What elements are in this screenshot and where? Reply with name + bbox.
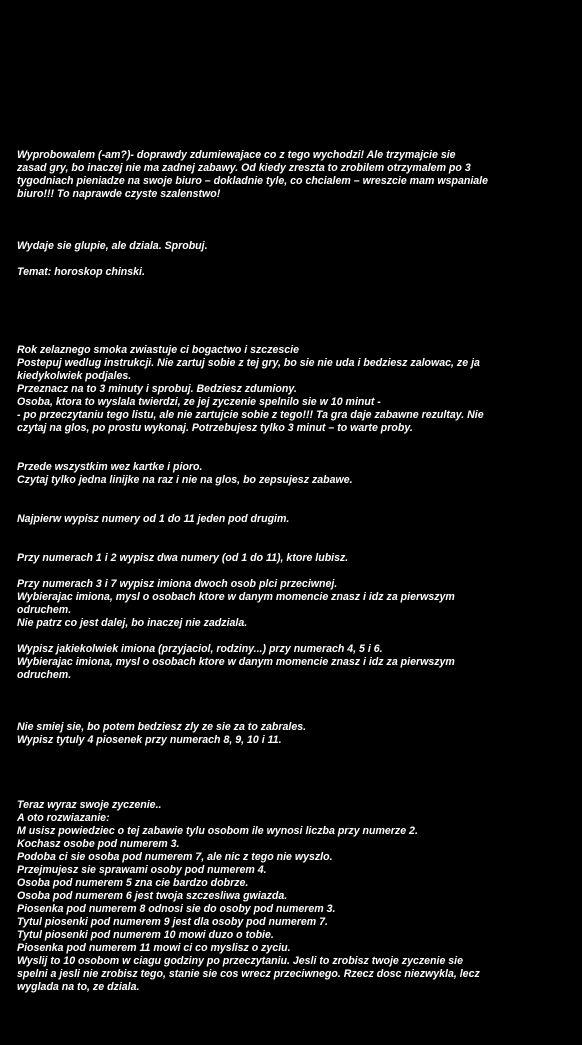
text-line: Nie smiej sie, bo potem bedziesz zly ze sie za to zabrales.	[17, 721, 307, 733]
text-line: Wyslij to 10 osobom w ciagu godziny po przeczytaniu. Jesli to zrobisz twoje zyczenie sie	[17, 955, 464, 967]
text-line: tygodniach pieniadze na swoje biuro – dokladnie tyle, co chcialem – wreszcie mam wspaniale	[17, 175, 488, 187]
text-line: Przy numerach 3 i 7 wypisz imiona dwoch osob plci przeciwnej.	[17, 578, 338, 590]
text-line: Osoba, ktora to wyslala twierdzi, ze jej zyczenie spelnilo sie w 10 minut -	[17, 396, 381, 408]
text-line: Temat: horoskop chinski.	[17, 266, 145, 278]
paragraph	[17, 344, 535, 435]
text-line: Kochasz osobe pod numerem 3.	[17, 838, 180, 850]
text-line: Postepuj wedlug instrukcji. Nie zartuj sobie z tej gry, bo sie nie uda i bedziesz zalowac, ze ja	[17, 357, 480, 369]
text-line: M usisz powiedziec o tej zabawie tylu osobom ile wynosi liczba przy numerze 2.	[17, 825, 418, 837]
text-line: Wypisz jakiekolwiek imiona (przyjaciol, rodziny...) przy numerach 4, 5 i 6.	[17, 643, 383, 655]
text-line: Przeznacz na to 3 minuty i sprobuj. Bedziesz zdumiony.	[17, 383, 297, 395]
text-line: Czytaj tylko jedna linijke na raz i nie na glos, bo zepsujesz zabawe.	[17, 474, 353, 486]
text-line: Przejmujesz sie sprawami osoby pod numerem 4.	[17, 864, 267, 876]
paragraph	[17, 552, 535, 565]
text-line: odruchem.	[17, 669, 72, 681]
paragraph	[17, 643, 535, 682]
text-line: wyglada na to, ze dziala.	[17, 981, 140, 993]
text-line: Podoba ci sie osoba pod numerem 7, ale nic z tego nie wyszlo.	[17, 851, 333, 863]
text-line: Teraz wyraz swoje zyczenie..	[17, 799, 162, 811]
paragraph	[17, 266, 535, 279]
text-line: spelni a jesli nie zrobisz tego, stanie sie cos wrecz przeciwnego. Rzecz dosc niezwykla, lecz	[17, 968, 480, 980]
text-line: Wyprobowalem (-am?)- doprawdy zdumiewajace co z tego wychodzi! Ale trzymajcie sie	[17, 149, 456, 161]
text-line: Wybierajac imiona, mysl o osobach ktore w danym momencie znasz i idz za pierwszym	[17, 656, 455, 668]
text-line: biuro!!! To naprawde czyste szalenstwo!	[17, 188, 221, 200]
text-line: kiedykolwiek podjales.	[17, 370, 132, 382]
paragraph	[17, 240, 535, 253]
text-line: - po przeczytaniu tego listu, ale nie zartujcie sobie z tego!!! Ta gra daje zabawne rezultay. Nie	[17, 409, 484, 421]
text-line: Nie patrz co jest dalej, bo inaczej nie zadziala.	[17, 617, 248, 629]
text-line: Wybierajac imiona, mysl o osobach ktore w danym momencie znasz i idz za pierwszym	[17, 591, 455, 603]
text-line: Najpierw wypisz numery od 1 do 11 jeden pod drugim.	[17, 513, 290, 525]
text-line: A oto rozwiazanie:	[17, 812, 110, 824]
text-line: czytaj na glos, po prostu wykonaj. Potrzebujesz tylko 3 minut – to warte proby.	[17, 422, 413, 434]
text-line: Przy numerach 1 i 2 wypisz dwa numery (od 1 do 11), ktore lubisz.	[17, 552, 349, 564]
paragraph	[17, 461, 535, 487]
text-line: Osoba pod numerem 6 jest twoja szczesliwa gwiazda.	[17, 890, 288, 902]
text-line: zasad gry, bo inaczej nie ma zadnej zabawy. Od kiedy zreszta to zrobilem otrzymalem po 3	[17, 162, 471, 174]
text-line: Tytul piosenki pod numerem 9 jest dla osoby pod numerem 7.	[17, 916, 329, 928]
text-line: Tytul piosenki pod numerem 10 mowi duzo o tobie.	[17, 929, 274, 941]
paragraph	[17, 799, 535, 994]
text-line: Rok zelaznego smoka zwiastuje ci bogactwo i szczescie	[17, 344, 300, 356]
text-line: Piosenka pod numerem 8 odnosi sie do osoby pod numerem 3.	[17, 903, 336, 915]
paragraph	[17, 578, 535, 630]
text-line: Wydaje sie glupie, ale dziala. Sprobuj.	[17, 240, 208, 252]
paragraph	[17, 149, 535, 201]
text-line: Przede wszystkim wez kartke i pioro.	[17, 461, 203, 473]
text-line: Wypisz tytuly 4 piosenek przy numerach 8, 9, 10 i 11.	[17, 734, 282, 746]
text-line: Osoba pod numerem 5 zna cie bardzo dobrze.	[17, 877, 249, 889]
text-line: odruchem.	[17, 604, 72, 616]
chain-letter-text	[17, 149, 535, 994]
paragraph	[17, 721, 535, 747]
paragraph	[17, 513, 535, 526]
text-line: Piosenka pod numerem 11 mowi ci co myslisz o zyciu.	[17, 942, 291, 954]
